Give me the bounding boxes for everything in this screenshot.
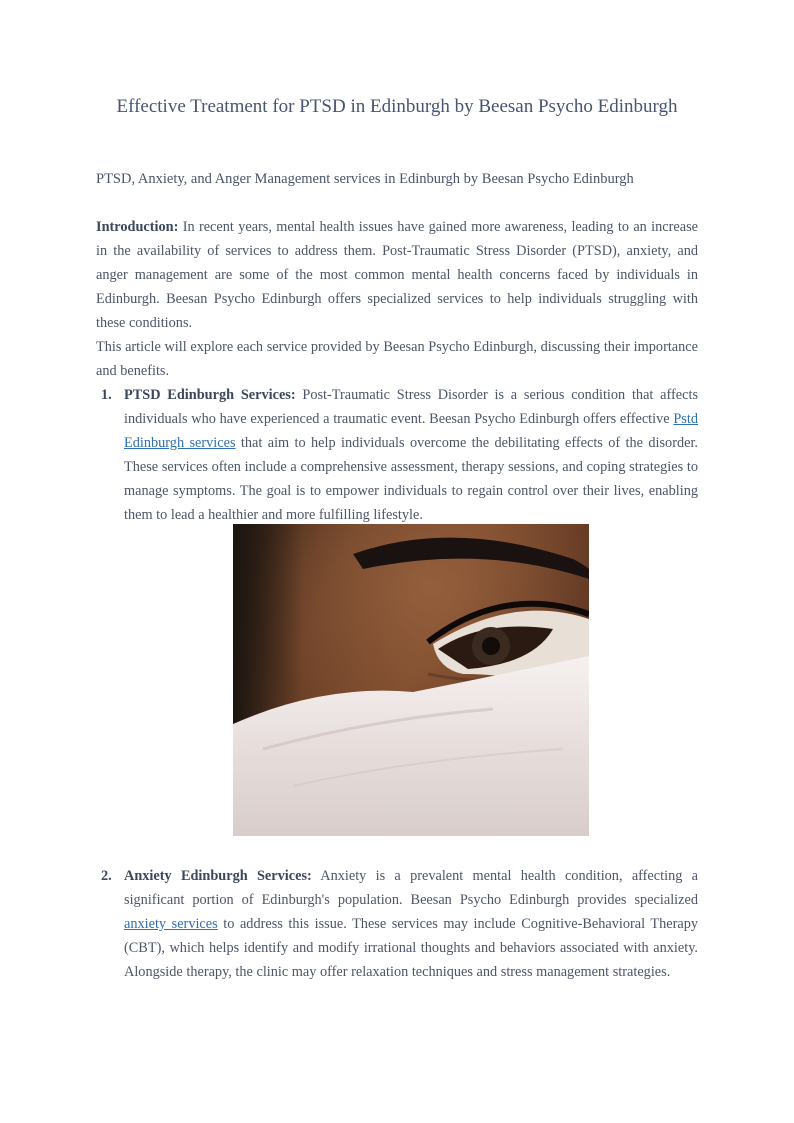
item-text-continued: to address this issue. These services may include Cognitive-Behavioral Therapy (CBT), which helps identify and modify irrational thoughts and behaviors associated with anxiety. Alongside therapy, the clinic may offer relaxation techniques and stress management strategies. <box>124 916 699 980</box>
document-title: Effective Treatment for PTSD in Edinburgh by Beesan Psycho Edinburgh <box>116 96 678 117</box>
list-item-content <box>124 864 698 984</box>
list-number: 1. <box>101 387 112 403</box>
intro-text: In recent years, mental health issues have gained more awareness, leading to an increase in the availability of services to address them. Post-Traumatic Stress Disorder (PTSD), anxiety, and anger management are some of the most common mental health concerns faced by individuals in Edinburgh. Beesan Psycho Edinburgh offers specialized services to help individuals struggling with these conditions. <box>96 219 698 331</box>
intro-label: Introduction: <box>96 219 179 235</box>
item-text: Post-Traumatic Stress Disorder is a serious condition that affects individuals who have experienced a traumatic event. Beesan Psycho Edinburgh offers effective <box>124 387 699 427</box>
item-text-continued: that aim to help individuals overcome the debilitating effects of the disorder. These services often include a comprehensive assessment, therapy sessions, and coping strategies to manage symptoms. The goal is to empower individuals to regain control over their lives, enabling them to lead a healthier and more fulfilling lifestyle. <box>124 435 699 523</box>
document-subtitle: PTSD, Anxiety, and Anger Management services in Edinburgh by Beesan Psycho Edinburgh <box>96 171 634 187</box>
list-item-content <box>124 383 698 527</box>
list-number: 2. <box>101 868 112 884</box>
intro-paragraph <box>96 215 698 335</box>
item-heading: PTSD Edinburgh Services: <box>124 387 296 403</box>
item-text: Anxiety is a prevalent mental health condition, affecting a significant portion of Edinburgh's population. Beesan Psycho Edinburgh provides specialized <box>124 868 698 908</box>
item-heading: Anxiety Edinburgh Services: <box>124 868 312 884</box>
eye-photo <box>233 524 589 836</box>
anxiety-services-link[interactable]: anxiety services <box>124 916 218 932</box>
article-overview-paragraph: This article will explore each service provided by Beesan Psycho Edinburgh, discussing their importance and benefits. <box>96 339 698 379</box>
list-item-anxiety <box>96 864 698 984</box>
list-item-ptsd <box>96 383 698 527</box>
ptsd-services-link[interactable]: Pstd Edinburgh services <box>124 411 698 451</box>
